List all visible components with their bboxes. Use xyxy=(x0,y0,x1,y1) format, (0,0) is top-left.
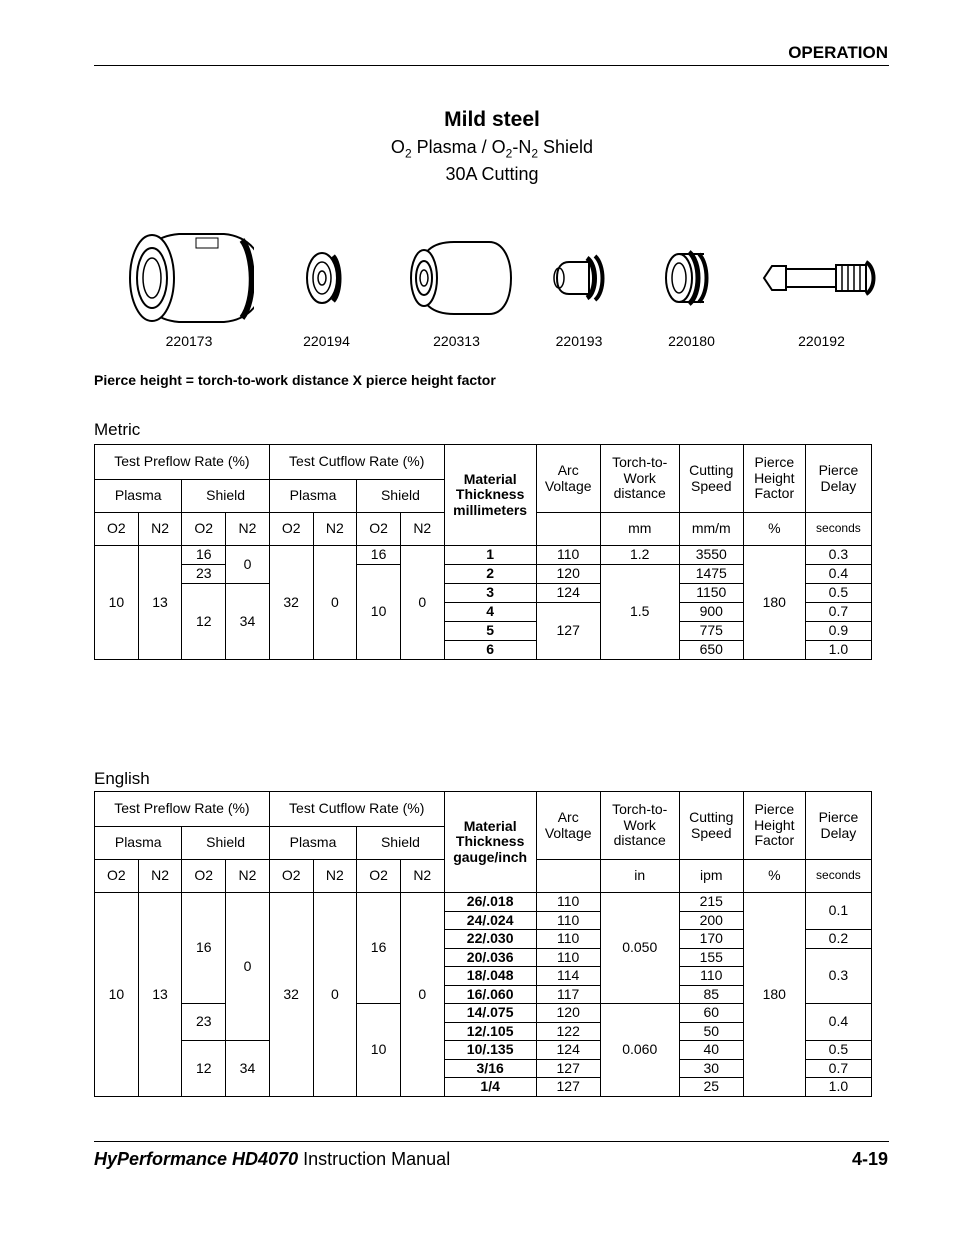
amperage-subtitle: 30A Cutting xyxy=(445,164,539,184)
phf-unit: % xyxy=(743,860,805,893)
plasma-header: Plasma xyxy=(95,827,182,860)
arc-cell: 110 xyxy=(536,930,600,949)
speed-cell: 650 xyxy=(679,641,743,660)
arc-cell: 110 xyxy=(536,948,600,967)
speed-unit: mm/m xyxy=(679,513,743,546)
arc-cell: 120 xyxy=(536,565,600,584)
cutflow-plasma-o2: 32 xyxy=(269,546,313,660)
plasma-header: Plasma xyxy=(269,827,356,860)
retaining-cap-image xyxy=(399,220,514,330)
nozzle-image xyxy=(539,220,619,330)
thickness-cell: 2 xyxy=(444,565,536,584)
part-number: 220173 xyxy=(165,333,213,349)
cutflow-shield-o2: 10 xyxy=(357,1004,401,1097)
delay-cell: 0.4 xyxy=(805,565,871,584)
arc-cell: 110 xyxy=(536,546,600,565)
cutflow-shield-o2: 10 xyxy=(357,565,401,660)
footer-rule xyxy=(94,1141,889,1142)
thickness-cell: 6 xyxy=(444,641,536,660)
preflow-shield-o2: 23 xyxy=(182,565,226,584)
n2-header: N2 xyxy=(226,860,270,893)
speed-cell: 3550 xyxy=(679,546,743,565)
arc-cell: 120 xyxy=(536,1004,600,1023)
n2-header: N2 xyxy=(313,513,357,546)
phf-unit: % xyxy=(743,513,805,546)
shield-cap-image xyxy=(289,220,364,330)
part-number: 220194 xyxy=(303,333,350,349)
preflow-shield-n2: 0 xyxy=(226,546,270,584)
speed-header: Cutting Speed xyxy=(679,445,743,513)
arc-unit xyxy=(536,513,600,546)
shield-header: Shield xyxy=(357,827,444,860)
thickness-cell: 5 xyxy=(444,622,536,641)
preflow-plasma-n2: 13 xyxy=(138,893,182,1097)
nozzle-retaining-cap-part xyxy=(399,220,514,349)
speed-cell: 1150 xyxy=(679,584,743,603)
delay-cell: 0.7 xyxy=(805,603,871,622)
speed-cell: 900 xyxy=(679,603,743,622)
o2-header: O2 xyxy=(182,513,226,546)
consumable-parts xyxy=(94,220,889,360)
arc-cell: 117 xyxy=(536,985,600,1004)
plasma-header: Plasma xyxy=(95,480,182,513)
speed-cell: 110 xyxy=(679,967,743,986)
ttw-cell: 0.060 xyxy=(600,1004,679,1097)
speed-cell: 40 xyxy=(679,1041,743,1060)
plasma-header: Plasma xyxy=(269,480,356,513)
delay-cell: 0.5 xyxy=(805,584,871,603)
delay-unit: seconds xyxy=(805,860,871,893)
o2-header: O2 xyxy=(269,860,313,893)
speed-cell: 50 xyxy=(679,1022,743,1041)
thickness-cell: 10/.135 xyxy=(444,1041,536,1060)
speed-cell: 775 xyxy=(679,622,743,641)
arc-cell: 127 xyxy=(536,1059,600,1078)
delay-cell: 0.9 xyxy=(805,622,871,641)
arc-cell: 124 xyxy=(536,584,600,603)
arc-header: Arc Voltage xyxy=(536,445,600,513)
electrode-part xyxy=(754,220,889,349)
material-header: Material Thickness millimeters xyxy=(444,445,536,546)
material-header: Material Thickness gauge/inch xyxy=(444,792,536,893)
preflow-header: Test Preflow Rate (%) xyxy=(95,792,270,827)
arc-cell: 110 xyxy=(536,911,600,930)
thickness-cell: 16/.060 xyxy=(444,985,536,1004)
thickness-cell: 18/.048 xyxy=(444,967,536,986)
speed-cell: 200 xyxy=(679,911,743,930)
english-cut-chart xyxy=(94,791,872,1097)
arc-unit xyxy=(536,860,600,893)
shield-part xyxy=(124,220,254,349)
ttw-header: Torch-to- Work distance xyxy=(600,445,679,513)
part-number: 220193 xyxy=(555,333,603,349)
preflow-shield-o2: 16 xyxy=(182,546,226,565)
speed-cell: 85 xyxy=(679,985,743,1004)
n2-header: N2 xyxy=(313,860,357,893)
arc-cell: 127 xyxy=(536,603,600,660)
thickness-cell: 20/.036 xyxy=(444,948,536,967)
table-row xyxy=(95,893,872,912)
thickness-cell: 3 xyxy=(444,584,536,603)
cutflow-plasma-n2: 0 xyxy=(313,546,357,660)
shield-image xyxy=(124,220,254,330)
speed-header: Cutting Speed xyxy=(679,792,743,860)
preflow-shield-o2: 12 xyxy=(182,584,226,660)
arc-cell: 127 xyxy=(536,1078,600,1097)
pierce-height-note: Pierce height = torch-to-work distance X pierce height factor xyxy=(94,372,496,388)
page-number: 4-19 xyxy=(851,1149,888,1169)
speed-unit: ipm xyxy=(679,860,743,893)
delay-cell: 0.3 xyxy=(805,948,871,1004)
delay-cell: 0.4 xyxy=(805,1004,871,1041)
cutflow-header: Test Cutflow Rate (%) xyxy=(269,445,444,480)
delay-header: Pierce Delay xyxy=(805,445,871,513)
page-title: Mild steel xyxy=(444,108,540,131)
speed-cell: 60 xyxy=(679,1004,743,1023)
speed-cell: 25 xyxy=(679,1078,743,1097)
cutflow-plasma-n2: 0 xyxy=(313,893,357,1097)
thickness-cell: 26/.018 xyxy=(444,893,536,912)
o2-header: O2 xyxy=(95,513,139,546)
part-number: 220192 xyxy=(798,333,845,349)
preflow-shield-o2: 12 xyxy=(182,1041,226,1097)
delay-cell: 0.2 xyxy=(805,930,871,949)
footer-manual-title: HyPerformance HD4070 Instruction Manual xyxy=(94,1149,451,1169)
thickness-cell: 22/.030 xyxy=(444,930,536,949)
ttw-cell: 1.2 xyxy=(600,546,679,565)
electrode-image xyxy=(754,220,889,330)
preflow-header: Test Preflow Rate (%) xyxy=(95,445,270,480)
speed-cell: 155 xyxy=(679,948,743,967)
n2-header: N2 xyxy=(400,860,444,893)
header-rule xyxy=(94,65,889,66)
preflow-shield-n2: 34 xyxy=(226,1041,270,1097)
n2-header: N2 xyxy=(138,513,182,546)
thickness-cell: 4 xyxy=(444,603,536,622)
phf-cell: 180 xyxy=(743,893,805,1097)
delay-cell: 0.7 xyxy=(805,1059,871,1078)
preflow-plasma-o2: 10 xyxy=(95,546,139,660)
delay-cell: 1.0 xyxy=(805,1078,871,1097)
ttw-unit: in xyxy=(600,860,679,893)
delay-cell: 0.5 xyxy=(805,1041,871,1060)
section-title: OPERATION xyxy=(788,43,888,62)
preflow-plasma-n2: 13 xyxy=(138,546,182,660)
ttw-cell: 1.5 xyxy=(600,565,679,660)
n2-header: N2 xyxy=(138,860,182,893)
arc-header: Arc Voltage xyxy=(536,792,600,860)
thickness-cell: 24/.024 xyxy=(444,911,536,930)
preflow-shield-o2: 16 xyxy=(182,893,226,1004)
preflow-plasma-o2: 10 xyxy=(95,893,139,1097)
table-row xyxy=(95,546,872,565)
delay-cell: 0.3 xyxy=(805,546,871,565)
phf-cell: 180 xyxy=(743,546,805,660)
delay-cell: 1.0 xyxy=(805,641,871,660)
arc-cell: 110 xyxy=(536,893,600,912)
shield-cap-part xyxy=(289,220,364,349)
ttw-unit: mm xyxy=(600,513,679,546)
english-label: English xyxy=(94,769,150,788)
preflow-shield-n2: 0 xyxy=(226,893,270,1041)
preflow-shield-n2: 34 xyxy=(226,584,270,660)
shield-header: Shield xyxy=(357,480,444,513)
metric-label: Metric xyxy=(94,420,141,439)
arc-cell: 114 xyxy=(536,967,600,986)
ttw-header: Torch-to- Work distance xyxy=(600,792,679,860)
thickness-cell: 14/.075 xyxy=(444,1004,536,1023)
arc-cell: 122 xyxy=(536,1022,600,1041)
cutflow-plasma-o2: 32 xyxy=(269,893,313,1097)
preflow-shield-o2: 23 xyxy=(182,1004,226,1041)
part-number: 220313 xyxy=(433,333,480,349)
cutflow-header: Test Cutflow Rate (%) xyxy=(269,792,444,827)
ttw-cell: 0.050 xyxy=(600,893,679,1004)
speed-cell: 1475 xyxy=(679,565,743,584)
shield-header: Shield xyxy=(182,827,269,860)
speed-cell: 30 xyxy=(679,1059,743,1078)
swirl-ring-part xyxy=(649,220,734,349)
phf-header: Pierce Height Factor xyxy=(743,445,805,513)
delay-header: Pierce Delay xyxy=(805,792,871,860)
n2-header: N2 xyxy=(400,513,444,546)
n2-header: N2 xyxy=(226,513,270,546)
cutflow-shield-n2: 0 xyxy=(400,546,444,660)
delay-cell: 0.1 xyxy=(805,893,871,930)
nozzle-part xyxy=(539,220,619,349)
phf-header: Pierce Height Factor xyxy=(743,792,805,860)
o2-header: O2 xyxy=(182,860,226,893)
thickness-cell: 1 xyxy=(444,546,536,565)
gas-subtitle: $O_2$ Plasma / $O_2-N_2$ Shield xyxy=(390,137,594,161)
speed-cell: 170 xyxy=(679,930,743,949)
o2-header: O2 xyxy=(357,860,401,893)
speed-cell: 215 xyxy=(679,893,743,912)
delay-unit: seconds xyxy=(805,513,871,546)
o2-header: O2 xyxy=(269,513,313,546)
metric-cut-chart xyxy=(94,444,872,660)
arc-cell: 124 xyxy=(536,1041,600,1060)
thickness-cell: 3/16 xyxy=(444,1059,536,1078)
thickness-cell: 1/4 xyxy=(444,1078,536,1097)
cutflow-shield-o2: 16 xyxy=(357,893,401,1004)
o2-header: O2 xyxy=(95,860,139,893)
swirl-ring-image xyxy=(649,220,734,330)
thickness-cell: 12/.105 xyxy=(444,1022,536,1041)
cutflow-shield-o2: 16 xyxy=(357,546,401,565)
cutflow-shield-n2: 0 xyxy=(400,893,444,1097)
part-number: 220180 xyxy=(668,333,715,349)
o2-header: O2 xyxy=(357,513,401,546)
shield-header: Shield xyxy=(182,480,269,513)
